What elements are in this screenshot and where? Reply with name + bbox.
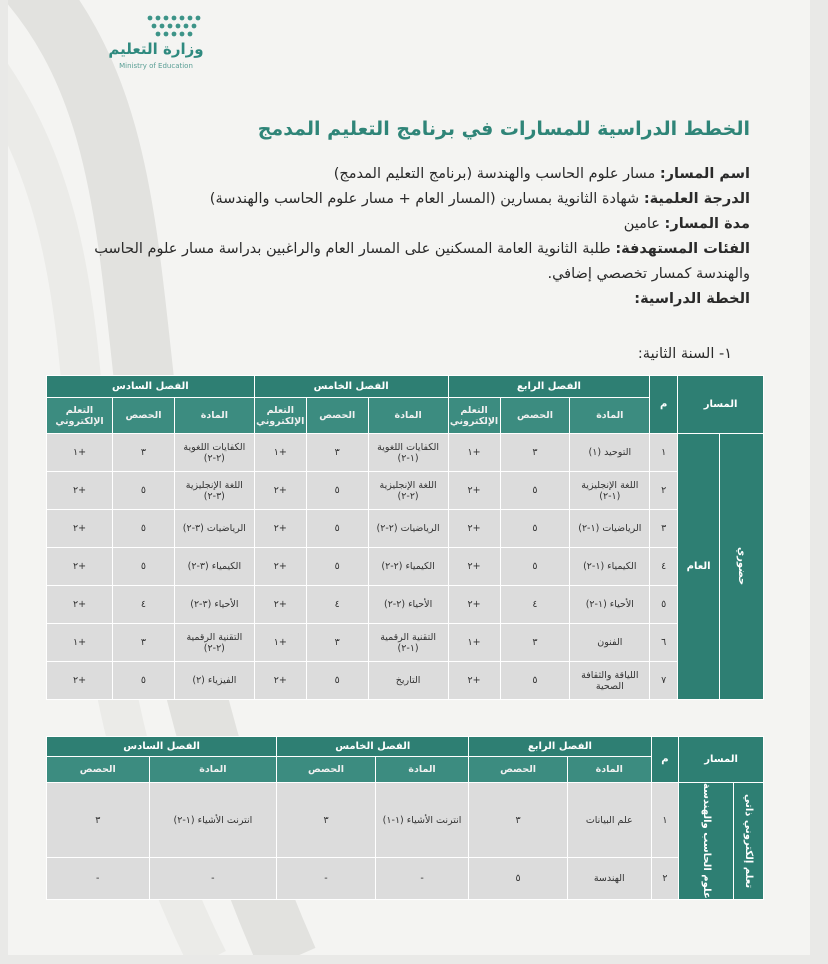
table-row [47, 662, 764, 700]
periods-cell: ٥ [306, 548, 368, 586]
track-name-value: مسار علوم الحاسب والهندسة (برنامج التعليم المدمج) [333, 166, 656, 182]
subject-cell: الكيمياء (١-٢) [570, 548, 650, 586]
subject-cell: اللغة الإنجليزية (٢-٢) [368, 472, 448, 510]
header-num: م [650, 376, 678, 434]
elearning-cell: +١ [254, 624, 306, 662]
degree-value: شهادة الثانوية بمسارين (المسار العام + مسار علوم الحاسب والهندسة) [209, 191, 640, 207]
periods-cell: ٤ [306, 586, 368, 624]
periods-cell: ٥ [306, 472, 368, 510]
elearning-cell: +٢ [448, 510, 500, 548]
elearning-cell: +١ [254, 434, 306, 472]
subject-cell: الرياضيات (١-٢) [570, 510, 650, 548]
periods-cell: ٤ [113, 586, 175, 624]
header-sem4: الفصل الرابع [448, 376, 650, 398]
subject-cell: الكفايات اللغوية (١-٢) [368, 434, 448, 472]
year2-general-table [46, 375, 764, 700]
row-number: ٧ [650, 662, 678, 700]
subject-cell: الرياضيات (٢-٢) [368, 510, 448, 548]
header-subject: المادة [368, 398, 448, 434]
table-row [47, 624, 764, 662]
subject-cell: اللياقة والثقافة الصحية [570, 662, 650, 700]
periods-cell: ٥ [306, 662, 368, 700]
side-outer [734, 783, 764, 900]
subject-cell: الأحياء (١-٢) [570, 586, 650, 624]
table-row [47, 858, 764, 900]
header-subject: المادة [375, 757, 468, 783]
row-number: ٦ [650, 624, 678, 662]
logo-dots-icon [144, 14, 204, 38]
subject-cell: التوحيد (١) [570, 434, 650, 472]
periods-cell: ٥ [500, 548, 570, 586]
subject-cell: - [149, 858, 277, 900]
elearning-cell: +١ [448, 434, 500, 472]
logo-arabic-text: وزارة التعليم [108, 40, 204, 58]
elearning-cell: +٢ [254, 472, 306, 510]
elearning-cell: +٢ [47, 510, 113, 548]
subject-cell: اللغة الإنجليزية (١-٢) [570, 472, 650, 510]
header-subject: المادة [570, 398, 650, 434]
table-row [47, 586, 764, 624]
header-periods: الحصص [306, 398, 368, 434]
elearning-cell: +٢ [254, 510, 306, 548]
subject-cell: الكيمياء (٣-٢) [174, 548, 254, 586]
header-track: المسار [679, 737, 764, 783]
periods-cell: ٣ [113, 434, 175, 472]
row-number: ١ [650, 434, 678, 472]
subject-cell: انترنت الأشياء (١-١) [375, 783, 468, 858]
header-sem4: الفصل الرابع [469, 737, 651, 757]
side-inner [679, 783, 734, 900]
elearning-cell: +٢ [47, 472, 113, 510]
row-number: ٢ [651, 858, 679, 900]
periods-cell: ٣ [277, 783, 376, 858]
header-subject: المادة [149, 757, 277, 783]
header-periods: الحصص [500, 398, 570, 434]
subject-cell: الكيمياء (٢-٢) [368, 548, 448, 586]
periods-cell: ٣ [500, 434, 570, 472]
degree-label: الدرجة العلمية: [643, 191, 750, 207]
subject-cell: انترنت الأشياء (١-٢) [149, 783, 277, 858]
side-outer-label: حضوري [736, 547, 748, 586]
header-sem6: الفصل السادس [47, 737, 277, 757]
subject-cell: - [375, 858, 468, 900]
subject-cell: التقنية الرقمية (١-٢) [368, 624, 448, 662]
elearning-cell: +١ [47, 434, 113, 472]
subject-cell: التاريخ [368, 662, 448, 700]
target-label: الفئات المستهدفة: [615, 241, 750, 257]
table-row [47, 510, 764, 548]
header-elearning: التعلم الإلكتروني [448, 398, 500, 434]
header-elearning: التعلم الإلكتروني [47, 398, 113, 434]
elearning-cell: +٢ [254, 662, 306, 700]
subject-cell: الكفايات اللغوية (٢-٢) [174, 434, 254, 472]
side-inner-label: علوم الحاسب والهندسة [700, 783, 712, 899]
subject-cell: التقنية الرقمية (٢-٢) [174, 624, 254, 662]
row-number: ٤ [650, 548, 678, 586]
row-number: ٥ [650, 586, 678, 624]
table1-body [47, 434, 764, 700]
table-row [47, 434, 764, 472]
periods-cell: ٤ [500, 586, 570, 624]
table-row [47, 783, 764, 858]
duration-value: عامين [623, 216, 660, 232]
periods-cell: ٣ [306, 624, 368, 662]
periods-cell: ٥ [500, 662, 570, 700]
periods-cell: ٥ [469, 858, 568, 900]
elearning-cell: +٢ [448, 586, 500, 624]
track-name-label: اسم المسار: [659, 166, 750, 182]
logo-english-text: Ministry of Education [119, 62, 193, 70]
table-row [47, 548, 764, 586]
target-value-line2: والهندسة كمسار تخصصي إضافي. [547, 266, 750, 282]
periods-cell: ٣ [47, 783, 150, 858]
side-outer [720, 434, 764, 700]
elearning-cell: +٢ [448, 472, 500, 510]
year2-computing-table [46, 736, 764, 900]
periods-cell: ٥ [113, 472, 175, 510]
subject-cell: الهندسة [567, 858, 651, 900]
duration-label: مدة المسار: [664, 216, 750, 232]
subject-cell: علم البيانات [567, 783, 651, 858]
page-title: الخطط الدراسية للمسارات في برنامج التعليم المدمج [257, 118, 750, 140]
periods-cell: ٣ [469, 783, 568, 858]
header-periods: الحصص [113, 398, 175, 434]
subject-cell: الرياضيات (٣-٢) [174, 510, 254, 548]
header-track: المسار [678, 376, 764, 434]
periods-cell: ٣ [500, 624, 570, 662]
elearning-cell: +٢ [254, 586, 306, 624]
header-subject: المادة [174, 398, 254, 434]
periods-cell: ٥ [113, 510, 175, 548]
side-inner-label: العام [686, 561, 711, 572]
elearning-cell: +١ [448, 624, 500, 662]
periods-cell: ٣ [113, 624, 175, 662]
subject-cell: الفيزياء (٢) [174, 662, 254, 700]
periods-cell: ٥ [500, 472, 570, 510]
header-sem5: الفصل الخامس [254, 376, 448, 398]
year-heading: ١- السنة الثانية: [637, 346, 732, 362]
side-outer-label: تعلم إلكتروني ذاتي [743, 793, 755, 888]
header-num: م [651, 737, 679, 783]
row-number: ٢ [650, 472, 678, 510]
elearning-cell: +١ [47, 624, 113, 662]
header-elearning: التعلم الإلكتروني [254, 398, 306, 434]
elearning-cell: +٢ [448, 548, 500, 586]
subject-cell: الفنون [570, 624, 650, 662]
elearning-cell: +٢ [47, 548, 113, 586]
elearning-cell: +٢ [448, 662, 500, 700]
periods-cell: ٣ [306, 434, 368, 472]
plan-label: الخطة الدراسية: [634, 291, 750, 307]
track-info [94, 162, 750, 312]
table2-body [47, 783, 764, 900]
elearning-cell: +٢ [47, 662, 113, 700]
header-sem6: الفصل السادس [47, 376, 255, 398]
periods-cell: ٥ [500, 510, 570, 548]
row-number: ٣ [650, 510, 678, 548]
table-row [47, 472, 764, 510]
header-periods: الحصص [277, 757, 376, 783]
periods-cell: - [47, 858, 150, 900]
header-periods: الحصص [47, 757, 150, 783]
elearning-cell: +٢ [47, 586, 113, 624]
subject-cell: الأحياء (٢-٢) [368, 586, 448, 624]
header-periods: الحصص [469, 757, 568, 783]
target-value-line1: طلبة الثانوية العامة المسكنين على المسار العام والراغبين بدراسة مسار علوم الحاسب [94, 241, 611, 257]
elearning-cell: +٢ [254, 548, 306, 586]
subject-cell: الأحياء (٣-٢) [174, 586, 254, 624]
header-sem5: الفصل الخامس [277, 737, 469, 757]
ministry-logo [100, 10, 220, 72]
periods-cell: ٥ [113, 548, 175, 586]
header-subject: المادة [567, 757, 651, 783]
side-inner [678, 434, 720, 700]
subject-cell: اللغة الإنجليزية (٣-٢) [174, 472, 254, 510]
row-number: ١ [651, 783, 679, 858]
periods-cell: - [277, 858, 376, 900]
periods-cell: ٥ [306, 510, 368, 548]
periods-cell: ٥ [113, 662, 175, 700]
